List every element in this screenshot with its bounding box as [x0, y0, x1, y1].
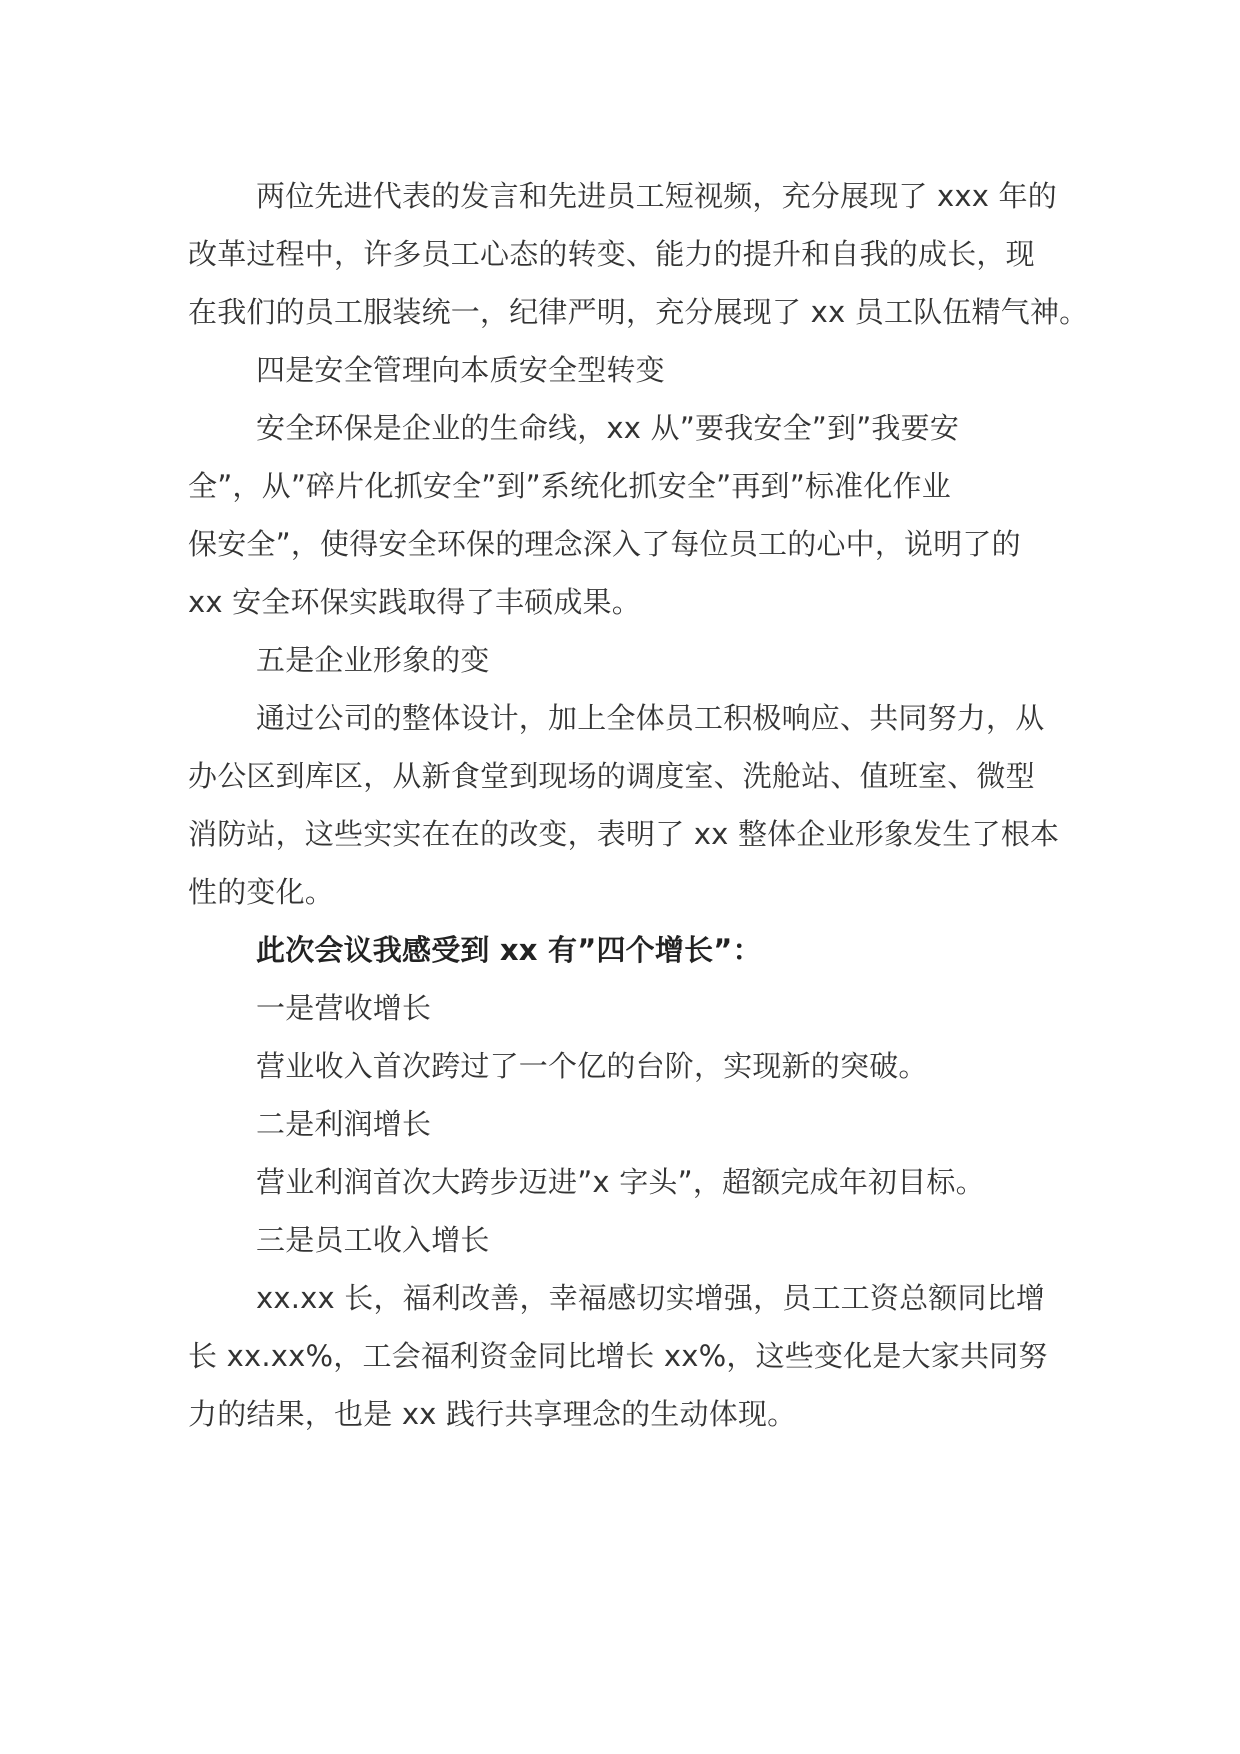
paragraph-line: 保安全”，使得安全环保的理念深入了每位员工的心中，说明了的	[188, 527, 1021, 561]
paragraph-line: 办公区到库区，从新食堂到现场的调度室、洗舱站、值班室、微型	[188, 759, 1035, 793]
growth-title: 二是利润增长	[256, 1107, 432, 1141]
paragraph-line: 力的结果，也是 xx 践行共享理念的生动体现。	[188, 1397, 797, 1431]
bold-heading: 此次会议我感受到 xx 有”四个增长”：	[256, 933, 762, 967]
paragraph-line: 在我们的员工服装统一，纪律严明，充分展现了 xx 员工队伍精气神。	[188, 295, 1089, 329]
growth-title: 三是员工收入增长	[256, 1223, 490, 1257]
paragraph-line: 两位先进代表的发言和先进员工短视频，充分展现了 xxx 年的	[256, 179, 1057, 213]
paragraph-line: 营业收入首次跨过了一个亿的台阶，实现新的突破。	[256, 1049, 928, 1083]
paragraph-line: xx 安全环保实践取得了丰硕成果。	[188, 585, 641, 619]
section-heading: 四是安全管理向本质安全型转变	[256, 353, 665, 387]
paragraph-line: xx.xx 长，福利改善，幸福感切实增强，员工工资总额同比增	[256, 1281, 1046, 1315]
paragraph-line: 通过公司的整体设计，加上全体员工积极响应、共同努力，从	[256, 701, 1045, 735]
paragraph-line: 性的变化。	[188, 875, 335, 909]
paragraph-line: 改革过程中，许多员工心态的转变、能力的提升和自我的成长，现	[188, 237, 1035, 271]
section-heading: 五是企业形象的变	[256, 643, 490, 677]
paragraph-line: 全”，从”碎片化抓安全”到”系统化抓安全”再到”标准化作业	[188, 469, 951, 503]
paragraph-line: 安全环保是企业的生命线，xx 从”要我安全”到”我要安	[256, 411, 960, 445]
paragraph-line: 长 xx.xx%，工会福利资金同比增长 xx%，这些变化是大家共同努	[188, 1339, 1048, 1373]
growth-title: 一是营收增长	[256, 991, 432, 1025]
paragraph-line: 消防站，这些实实在在的改变，表明了 xx 整体企业形象发生了根本	[188, 817, 1060, 851]
paragraph-line: 营业利润首次大跨步迈进”x 字头”，超额完成年初目标。	[256, 1165, 985, 1199]
